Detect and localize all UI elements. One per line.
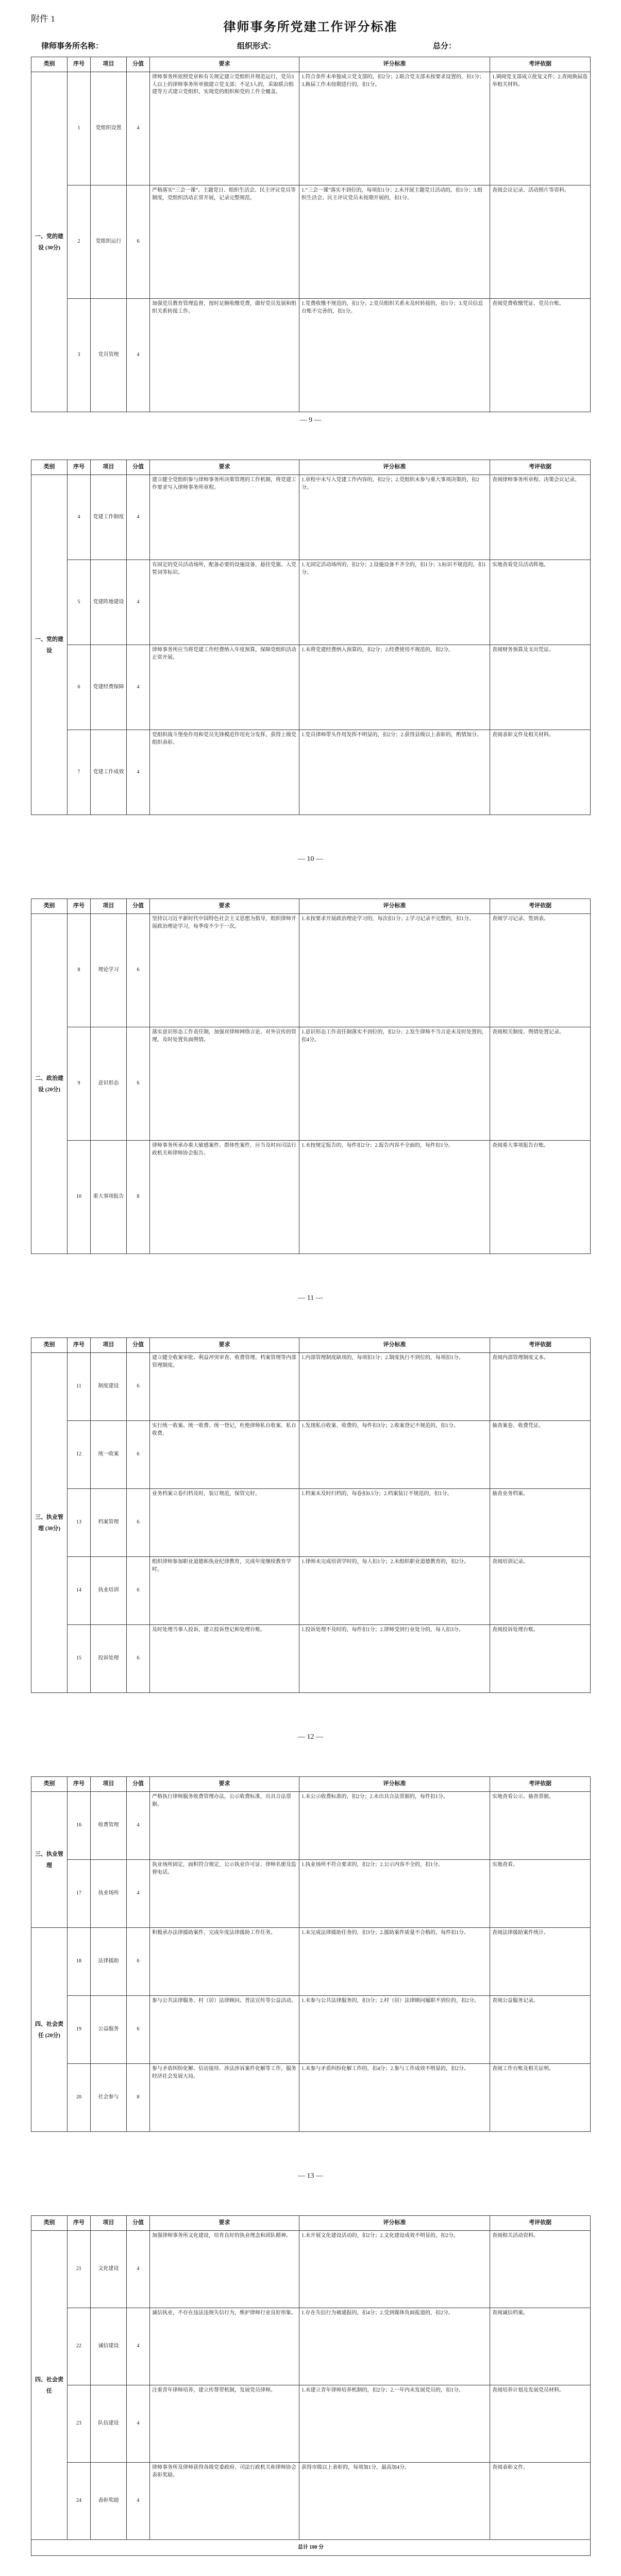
item-name: 党建经费保障 <box>91 645 127 730</box>
requirement-text: 律师事务所承办重大敏感案件、群体性案件，应当及时向司法行政机关和律师协会报告。 <box>150 1141 299 1254</box>
header-row <box>31 1338 591 1353</box>
page-6 <box>0 2195 621 2576</box>
item-points: 4 <box>127 2308 150 2385</box>
row-number: 24 <box>68 2463 91 2540</box>
header-no: 序号 <box>68 1338 91 1353</box>
table-row <box>31 1141 591 1254</box>
item-name: 公益服务 <box>91 1996 127 2064</box>
item-points: 8 <box>127 1141 150 1254</box>
header-no: 序号 <box>68 899 91 914</box>
table-row <box>31 2231 591 2308</box>
row-number: 4 <box>68 475 91 560</box>
header-points: 分值 <box>127 1338 150 1353</box>
row-number: 16 <box>68 1792 91 1860</box>
page-number: — 11 — <box>298 1294 323 1302</box>
header-row <box>31 899 591 914</box>
item-name: 档案管理 <box>91 1489 127 1557</box>
header-category: 类别 <box>31 1777 68 1792</box>
header-no: 序号 <box>68 460 91 475</box>
scoring-text: 1.执业场所不符合要求的，扣2分；2.公示内容不全的，扣1分。 <box>299 1860 490 1928</box>
row-number: 20 <box>68 2064 91 2132</box>
header-no: 序号 <box>68 2216 91 2231</box>
method-text: 查阅表彰文件及相关材料。 <box>490 730 591 815</box>
header-no: 序号 <box>68 57 91 72</box>
method-text: 查阅相关制度、舆情处置记录。 <box>490 1027 591 1141</box>
header-method: 考评依据 <box>490 57 591 72</box>
header-points: 分值 <box>127 1777 150 1792</box>
item-points: 8 <box>127 2064 150 2132</box>
item-name: 党建工作制度 <box>91 475 127 560</box>
requirement-text: 执业场所固定，面积符合规定，公示执业许可证、律师名册及监督电话。 <box>150 1860 299 1928</box>
item-name: 统一收案 <box>91 1421 127 1489</box>
scoring-text: 1.章程中未写入党建工作内容的，扣2分；2.党组织未参与重大事项决策的，扣2分。 <box>299 475 490 560</box>
table-row <box>31 645 591 730</box>
method-text: 查阅表彰文件。 <box>490 2463 591 2540</box>
row-number: 21 <box>68 2231 91 2308</box>
requirement-text: 加强党员教育管理监督，按时足额收缴党费，做好党员发展和组织关系转接工作。 <box>150 299 299 412</box>
row-number: 1 <box>68 72 91 185</box>
item-name: 执业培训 <box>91 1557 127 1625</box>
item-name: 意识形态 <box>91 1027 127 1141</box>
header-item: 项目 <box>91 1777 127 1792</box>
scoring-text: 1.未参与公共法律服务的，扣3分；2.村（居）法律顾问履职不到位的，扣2分。 <box>299 1996 490 2064</box>
scoring-text: 1.未公示收费标准的，扣2分；2.未出具合法票据的，每件扣1分。 <box>299 1792 490 1860</box>
item-points: 4 <box>127 560 150 645</box>
scoring-text: 1.未按规定报告的，每件扣2分；2.报告内容不全面的，每件扣1分。 <box>299 1141 490 1254</box>
row-number: 10 <box>68 1141 91 1254</box>
row-number: 22 <box>68 2308 91 2385</box>
category-cell: 二、政治建设 (20分) <box>31 914 68 1254</box>
method-text: 实地查看。 <box>490 1860 591 1928</box>
header-method: 考评依据 <box>490 899 591 914</box>
method-text: 查阅党费收缴凭证、党员台账。 <box>490 299 591 412</box>
header-category: 类别 <box>31 460 68 475</box>
header-item: 项目 <box>91 899 127 914</box>
method-text: 查阅工作台账及相关证明。 <box>490 2064 591 2132</box>
header-category: 类别 <box>31 57 68 72</box>
item-points: 6 <box>127 185 150 299</box>
item-name: 投诉处理 <box>91 1625 127 1693</box>
page-number: — 10 — <box>298 855 323 863</box>
item-name: 诚信建设 <box>91 2308 127 2385</box>
header-method: 考评依据 <box>490 1777 591 1792</box>
table-row <box>31 1996 591 2064</box>
item-name: 队伍建设 <box>91 2385 127 2463</box>
category-cell: 四、社会责任 <box>31 2231 68 2540</box>
item-name: 表彰奖励 <box>91 2463 127 2540</box>
item-name: 执业场所 <box>91 1860 127 1928</box>
item-name: 文化建设 <box>91 2231 127 2308</box>
row-number: 12 <box>68 1421 91 1489</box>
method-text: 查阅律师事务所章程、决策会议记录。 <box>490 475 591 560</box>
method-text: 抽查案卷、收费凭证。 <box>490 1421 591 1489</box>
requirement-text: 业务档案立卷归档及时，装订规范，保管完好。 <box>150 1489 299 1557</box>
method-text: 1.调阅党支部成立批复文件；2.查阅换届选举相关材料。 <box>490 72 591 185</box>
method-text: 查阅财务预算及支出凭证。 <box>490 645 591 730</box>
method-text: 抽查业务档案。 <box>490 1489 591 1557</box>
item-points: 6 <box>127 1489 150 1557</box>
table-row <box>31 2463 591 2540</box>
score-table <box>31 899 591 1254</box>
scoring-text: 1.无固定活动场所的，扣2分；2.设施设备不齐全的，扣1分；3.标识不规范的，扣1分。 <box>299 560 490 645</box>
header-requirement: 要求 <box>150 1777 299 1792</box>
requirement-text: 严格落实“三会一课”、主题党日、组织生活会、民主评议党员等制度，党组织活动正常开展，记录完整规范。 <box>150 185 299 299</box>
row-number: 9 <box>68 1027 91 1141</box>
table-row <box>31 2385 591 2463</box>
header-scoring: 评分标准 <box>299 899 490 914</box>
item-points: 4 <box>127 299 150 412</box>
page-5 <box>0 1756 621 2195</box>
header-row <box>31 460 591 475</box>
page-number: — 13 — <box>298 2172 323 2180</box>
scoring-text: 1.发现私自收案、收费的，每件扣3分；2.收案登记不规范的，扣1分。 <box>299 1421 490 1489</box>
table-row <box>31 299 591 412</box>
item-points: 6 <box>127 1625 150 1693</box>
category-cell: 一、党的建设 <box>31 475 68 815</box>
scoring-text: 1.未建立青年律师培养机制的，扣2分；2.一年内未发展党员的，扣1分。 <box>299 2385 490 2463</box>
page-title: 律师事务所党建工作评分标准 <box>223 21 398 34</box>
item-points: 6 <box>127 1027 150 1141</box>
annex-label: 附件 1 <box>31 14 55 24</box>
method-text: 查阅培养计划及发展党员材料。 <box>490 2385 591 2463</box>
header-method: 考评依据 <box>490 460 591 475</box>
method-text: 查阅相关活动资料。 <box>490 2231 591 2308</box>
row-number: 23 <box>68 2385 91 2463</box>
item-points: 6 <box>127 1353 150 1421</box>
scoring-text: 1.意识形态工作责任制落实不到位的，扣2分；2.发生律师不当言论未及时处置的，扣4分。 <box>299 1027 490 1141</box>
item-name: 党组织运行 <box>91 185 127 299</box>
row-number: 2 <box>68 185 91 299</box>
total-row <box>31 2540 591 2556</box>
page-4 <box>0 1317 621 1756</box>
header-scoring: 评分标准 <box>299 460 490 475</box>
score-table <box>31 1337 591 1693</box>
scoring-text: 1.符合条件未单独成立党支部的，扣2分；2.联合党支部未按要求设置的，扣1分；3.换届工作未按期进行的，扣1分。 <box>299 72 490 185</box>
scoring-text: 1.存在失信行为被通报的，扣4分；2.受到媒体负面报道的，扣2分。 <box>299 2308 490 2385</box>
item-points: 6 <box>127 1557 150 1625</box>
scoring-text: 1.内部管理制度缺项的，每项扣1分；2.制度执行不到位的，每项扣1分。 <box>299 1353 490 1421</box>
row-number: 5 <box>68 560 91 645</box>
requirement-text: 诚信执业，不存在违法违规失信行为，维护律师行业良好形象。 <box>150 2308 299 2385</box>
method-text: 查阅会议记录、活动照片等资料。 <box>490 185 591 299</box>
score-table <box>31 1776 591 2132</box>
table-row <box>31 1625 591 1693</box>
method-text: 查阅公益服务记录。 <box>490 1996 591 2064</box>
requirement-text: 建立健全收案审批、利益冲突审查、收费管理、档案管理等内部管理制度。 <box>150 1353 299 1421</box>
item-points: 4 <box>127 1792 150 1860</box>
header-item: 项目 <box>91 460 127 475</box>
header-requirement: 要求 <box>150 899 299 914</box>
row-number: 8 <box>68 914 91 1027</box>
item-points: 4 <box>127 475 150 560</box>
org-form-label: 组织形式： <box>237 42 276 50</box>
header-requirement: 要求 <box>150 460 299 475</box>
header-method: 考评依据 <box>490 1338 591 1353</box>
method-text: 查阅法律援助案件统计。 <box>490 1928 591 1996</box>
item-points: 4 <box>127 2385 150 2463</box>
scoring-text: 1.投诉处理不及时的，每件扣1分；2.律师受到行业处分的，每人扣3分。 <box>299 1625 490 1693</box>
page-2 <box>0 439 621 878</box>
scoring-text: 1.“三会一课”落实不到位的，每项扣1分；2.未开展主题党日活动的，扣1分；3.组织生活会、民主评议党员未按期开展的，扣1分。 <box>299 185 490 299</box>
table-row <box>31 1928 591 1996</box>
item-points: 4 <box>127 2231 150 2308</box>
header-scoring: 评分标准 <box>299 2216 490 2231</box>
requirement-text: 律师事务所依照党章和有关规定建立党组织并规范运行，党员3人以上的律师事务所单独建立党支部；不足3人的，采取联合组建等方式建立党组织，实现党的组织和党的工作全覆盖。 <box>150 72 299 185</box>
header-item: 项目 <box>91 2216 127 2231</box>
scoring-text: 获得市级以上表彰的，每项加1分，最高加4分。 <box>299 2463 490 2540</box>
table-row <box>31 730 591 815</box>
row-number: 17 <box>68 1860 91 1928</box>
category-cell: 四、社会责任 (20分) <box>31 1928 68 2132</box>
scoring-text: 1.未按要求开展政治理论学习的，每次扣1分；2.学习记录不完整的，扣1分。 <box>299 914 490 1027</box>
method-text: 查阅学习记录、签到表。 <box>490 914 591 1027</box>
row-number: 6 <box>68 645 91 730</box>
row-number: 15 <box>68 1625 91 1693</box>
requirement-text: 积极承办法律援助案件，完成年度法律援助工作任务。 <box>150 1928 299 1996</box>
header-row <box>31 57 591 72</box>
requirement-text: 有固定的党员活动场所，配备必要的设施设备，悬挂党旗、入党誓词等标识。 <box>150 560 299 645</box>
scoring-text: 1.未参与矛盾纠纷化解工作的，扣4分；2.参与工作成效不明显的，扣2分。 <box>299 2064 490 2132</box>
requirement-text: 参与矛盾纠纷化解、信访接待、涉法涉诉案件化解等工作，服务经济社会发展大局。 <box>150 2064 299 2132</box>
item-points: 6 <box>127 1928 150 1996</box>
item-points: 4 <box>127 72 150 185</box>
item-name: 社会参与 <box>91 2064 127 2132</box>
method-text: 查阅内部管理制度文本。 <box>490 1353 591 1421</box>
scoring-text: 1.党员律师带头作用发挥不明显的，扣2分；2.获得县级以上表彰的，酌情加分。 <box>299 730 490 815</box>
method-text: 查阅诚信档案。 <box>490 2308 591 2385</box>
method-text: 查阅重大事项报告台账。 <box>490 1141 591 1254</box>
method-text: 实地查看党员活动阵地。 <box>490 560 591 645</box>
requirement-text: 落实意识形态工作责任制，加强对律师网络言论、对外宣传的管理，及时处置负面舆情。 <box>150 1027 299 1141</box>
table-row <box>31 1027 591 1141</box>
scoring-text: 1.律师未完成培训学时的，每人扣1分；2.未组织职业道德教育的，扣2分。 <box>299 1557 490 1625</box>
requirement-text: 律师事务所及律师获得各级党委政府、司法行政机关和律师协会表彰奖励。 <box>150 2463 299 2540</box>
table-row <box>31 914 591 1027</box>
item-name: 收费管理 <box>91 1792 127 1860</box>
requirement-text: 建立健全党组织参与律师事务所决策管理的工作机制，将党建工作要求写入律师事务所章程。 <box>150 475 299 560</box>
item-name: 党建工作成效 <box>91 730 127 815</box>
total-score-label: 总分： <box>433 42 457 50</box>
score-table <box>31 57 591 412</box>
requirement-text: 严格执行律师服务收费管理办法，公示收费标准，出具合法票据。 <box>150 1792 299 1860</box>
row-number: 19 <box>68 1996 91 2064</box>
requirement-text: 律师事务所应当将党建工作经费纳入年度预算，保障党组织活动正常开展。 <box>150 645 299 730</box>
header-requirement: 要求 <box>150 2216 299 2231</box>
method-text: 查阅培训记录。 <box>490 1557 591 1625</box>
table-row <box>31 1860 591 1928</box>
table-row <box>31 1353 591 1421</box>
item-points: 6 <box>127 914 150 1027</box>
firm-name-label: 律师事务所名称： <box>41 42 104 50</box>
header-scoring: 评分标准 <box>299 1777 490 1792</box>
table-row <box>31 2308 591 2385</box>
score-table <box>31 2215 591 2556</box>
header-scoring: 评分标准 <box>299 57 490 72</box>
item-points: 4 <box>127 2463 150 2540</box>
header-row <box>31 2216 591 2231</box>
header-requirement: 要求 <box>150 57 299 72</box>
table-row <box>31 560 591 645</box>
requirement-text: 实行统一收案、统一收费、统一登记，杜绝律师私自收案、私自收费。 <box>150 1421 299 1489</box>
header-method: 考评依据 <box>490 2216 591 2231</box>
page-1 <box>0 0 621 439</box>
table-row <box>31 2064 591 2132</box>
header-category: 类别 <box>31 2216 68 2231</box>
row-number: 11 <box>68 1353 91 1421</box>
header-item: 项目 <box>91 1338 127 1353</box>
table-row <box>31 1557 591 1625</box>
page-number: — 12 — <box>298 1733 323 1741</box>
method-text: 实地查看公示、抽查票据。 <box>490 1792 591 1860</box>
item-name: 制度建设 <box>91 1353 127 1421</box>
header-points: 分值 <box>127 460 150 475</box>
scoring-text: 1.党费收缴不规范的，扣1分；2.党员组织关系未及时转接的，扣1分；3.党员信息台账不完善的，扣1分。 <box>299 299 490 412</box>
table-row <box>31 72 591 185</box>
header-no: 序号 <box>68 1777 91 1792</box>
item-name: 党建阵地建设 <box>91 560 127 645</box>
item-points: 6 <box>127 1421 150 1489</box>
header-row <box>31 1777 591 1792</box>
total-score: 总计 100 分 <box>31 2540 591 2556</box>
item-name: 党组织设置 <box>91 72 127 185</box>
row-number: 3 <box>68 299 91 412</box>
table-row <box>31 1421 591 1489</box>
header-item: 项目 <box>91 57 127 72</box>
item-points: 6 <box>127 1996 150 2064</box>
row-number: 14 <box>68 1557 91 1625</box>
header-scoring: 评分标准 <box>299 1338 490 1353</box>
item-points: 4 <box>127 730 150 815</box>
item-name: 重大事项报告 <box>91 1141 127 1254</box>
requirement-text: 加强律师事务所文化建设，培育良好的执业理念和团队精神。 <box>150 2231 299 2308</box>
requirement-text: 注重青年律师培养，建立传帮带机制，发展党员律师。 <box>150 2385 299 2463</box>
scoring-text: 1.档案未及时归档的，每卷扣0.5分；2.档案装订不规范的，扣1分。 <box>299 1489 490 1557</box>
category-cell: 一、党的建设 (30分) <box>31 72 68 412</box>
scoring-text: 1.未完成法律援助任务的，扣3分；2.援助案件质量不合格的，每件扣1分。 <box>299 1928 490 1996</box>
table-row <box>31 1792 591 1860</box>
header-category: 类别 <box>31 899 68 914</box>
method-text: 查阅投诉处理台账。 <box>490 1625 591 1693</box>
score-table <box>31 460 591 815</box>
table-row <box>31 475 591 560</box>
page-3 <box>0 878 621 1317</box>
header-points: 分值 <box>127 2216 150 2231</box>
scoring-text: 1.未开展文化建设活动的，扣2分；2.文化建设成效不明显的，扣2分。 <box>299 2231 490 2308</box>
item-name: 法律援助 <box>91 1928 127 1996</box>
category-cell: 三、执业管理 <box>31 1792 68 1928</box>
row-number: 7 <box>68 730 91 815</box>
header-points: 分值 <box>127 899 150 914</box>
table-row <box>31 1489 591 1557</box>
row-number: 13 <box>68 1489 91 1557</box>
requirement-text: 参与公共法律服务、村（居）法律顾问、普法宣传等公益活动。 <box>150 1996 299 2064</box>
requirement-text: 坚持以习近平新时代中国特色社会主义思想为指导，组织律师开展政治理论学习，每季度不少于一次。 <box>150 914 299 1027</box>
item-name: 党员管理 <box>91 299 127 412</box>
item-points: 4 <box>127 1860 150 1928</box>
table-row <box>31 185 591 299</box>
requirement-text: 组织律师参加职业道德和执业纪律教育，完成年度继续教育学时。 <box>150 1557 299 1625</box>
requirement-text: 及时处理当事人投诉，建立投诉登记和处理台账。 <box>150 1625 299 1693</box>
header-points: 分值 <box>127 57 150 72</box>
row-number: 18 <box>68 1928 91 1996</box>
scoring-text: 1.未将党建经费纳入预算的，扣2分；2.经费使用不规范的，扣2分。 <box>299 645 490 730</box>
header-category: 类别 <box>31 1338 68 1353</box>
requirement-text: 党组织战斗堡垒作用和党员先锋模范作用充分发挥，获得上级党组织表彰。 <box>150 730 299 815</box>
category-cell: 三、执业管理 (30分) <box>31 1353 68 1693</box>
item-points: 4 <box>127 645 150 730</box>
page-number: — 9 — <box>299 416 322 424</box>
header-requirement: 要求 <box>150 1338 299 1353</box>
item-name: 理论学习 <box>91 914 127 1027</box>
